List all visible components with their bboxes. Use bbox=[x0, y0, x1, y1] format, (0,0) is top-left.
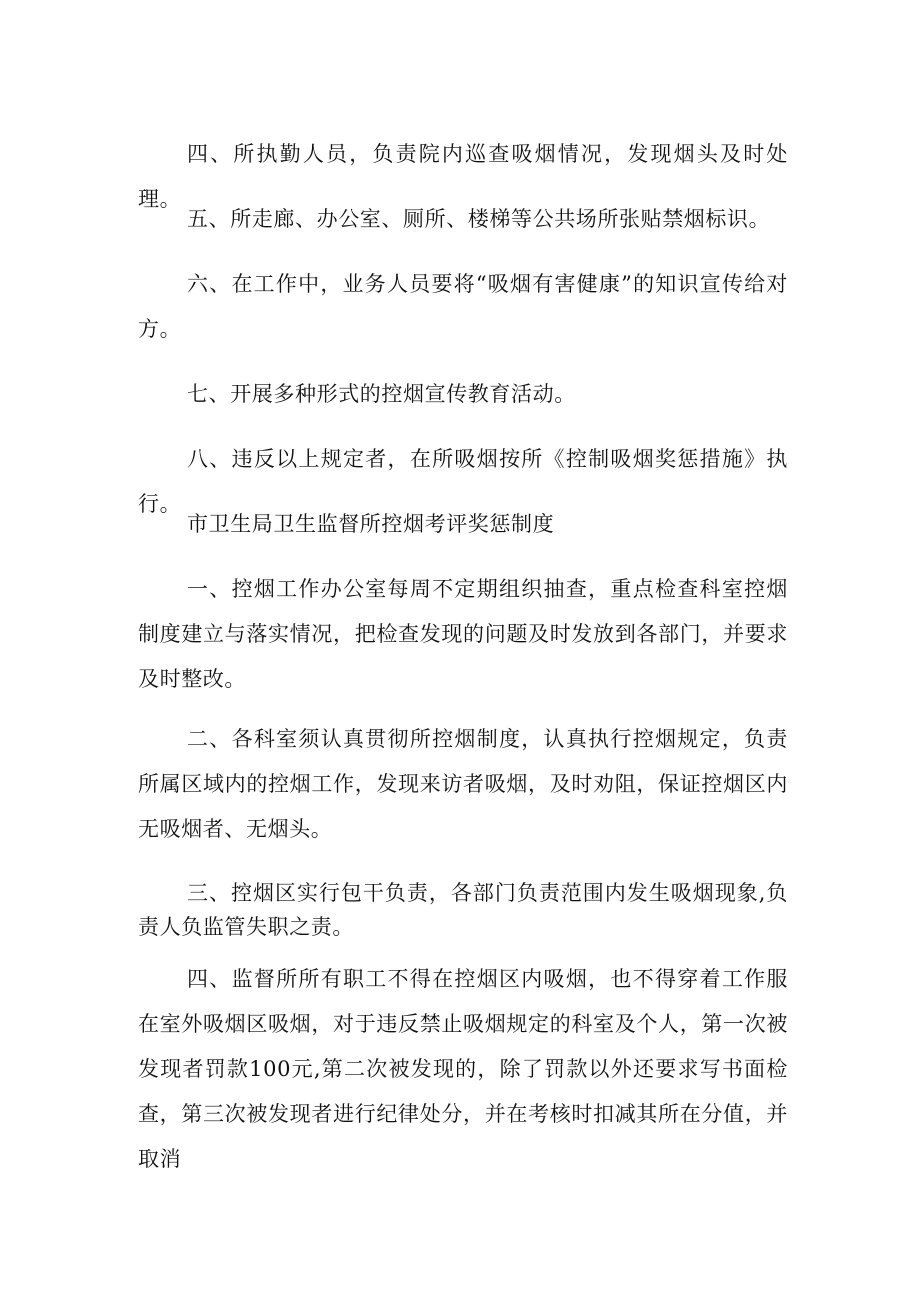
paragraph-rule-5: 五、所走廊、办公室、厕所、楼梯等公共场所张贴禁烟标识。 bbox=[187, 207, 771, 231]
paragraph-assessment-4: 四、监督所所有职工不得在控烟区内吸烟，也不得穿着工作服在室外吸烟区吸烟，对于违反禁止吸烟规定的科室及个人，第一次被发现者罚款100元,第二次被发现的，除了罚款以外还要求写书面检查，第三次被发现者进行纪律处分，并在考核时扣减其所在分值，并取消 bbox=[138, 967, 788, 1171]
paragraph-rule-4: 四、所执勤人员，负责院内巡查吸烟情况，发现烟头及时处理。 bbox=[138, 142, 788, 211]
paragraph-assessment-2: 二、各科室须认真贯彻所控烟制度，认真执行控烟规定，负责所属区域内的控烟工作，发现来访者吸烟，及时劝阻，保证控烟区内无吸烟者、无烟头。 bbox=[138, 727, 788, 841]
paragraph-rule-7: 七、开展多种形式的控烟宣传教育活动。 bbox=[187, 382, 576, 406]
paragraph-rule-6: 六、在工作中，业务人员要将“吸烟有害健康”的知识宣传给对方。 bbox=[138, 272, 788, 341]
section-title: 市卫生局卫生监督所控烟考评奖惩制度 bbox=[187, 512, 555, 536]
paragraph-rule-8: 八、违反以上规定者，在所吸烟按所《控制吸烟奖惩措施》执行。 bbox=[138, 447, 788, 516]
paragraph-assessment-1: 一、控烟工作办公室每周不定期组织抽查，重点检查科室控烟制度建立与落实情况，把检查发现的问题及时发放到各部门，并要求及时整改。 bbox=[138, 577, 788, 691]
paragraph-assessment-3: 三、控烟区实行包干负责，各部门负责范围内发生吸烟现象,负责人负监管失职之责。 bbox=[138, 881, 788, 939]
